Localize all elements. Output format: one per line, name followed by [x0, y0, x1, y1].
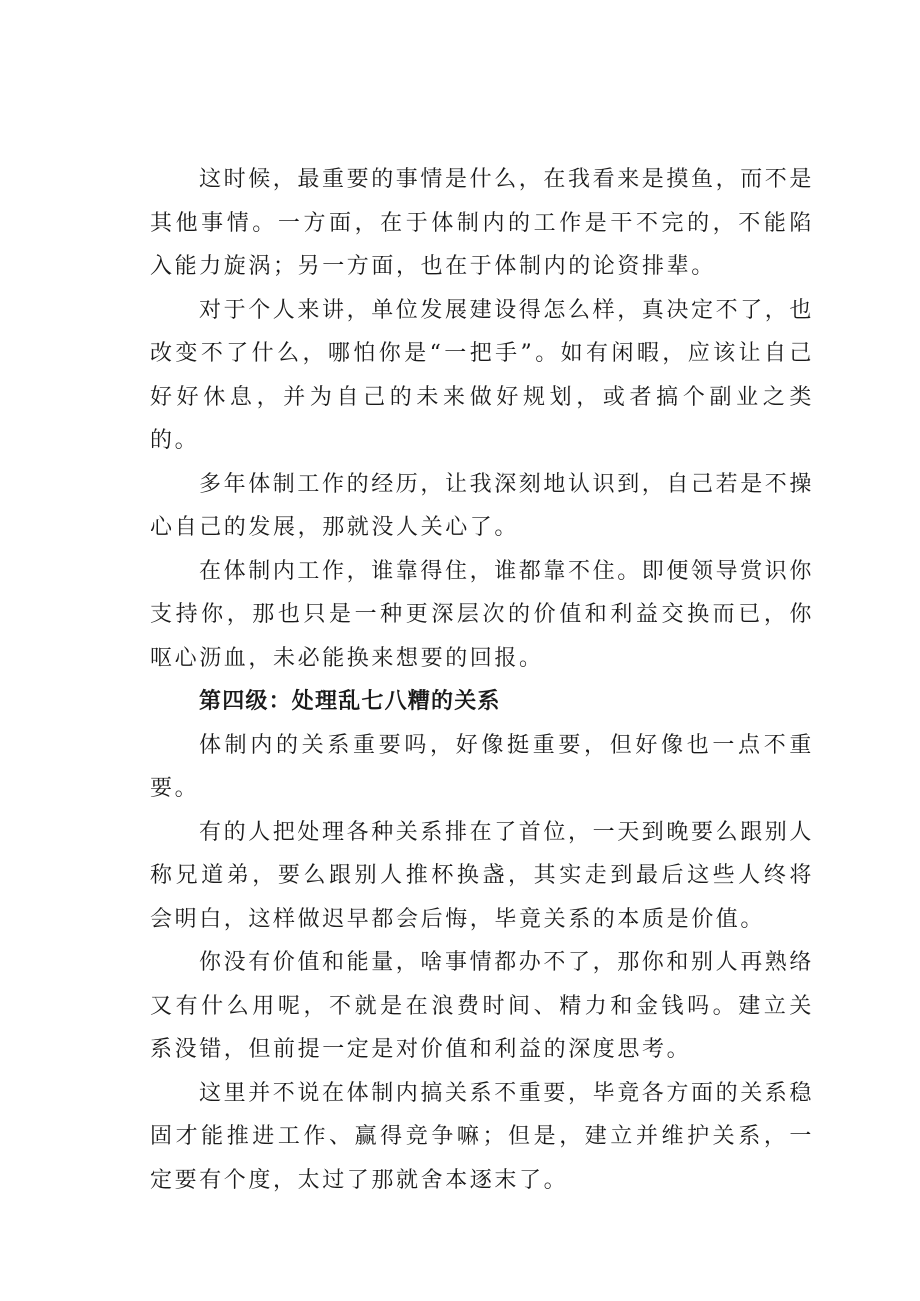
paragraph: 对于个人来讲，单位发展建设得怎么样，真决定不了，也改变不了什么，哪怕你是“一把手”。如有闲暇，应该让自己好好休息，并为自己的未来做好规划，或者搞个副业之类的。	[150, 297, 815, 453]
paragraph: 这时候，最重要的事情是什么，在我看来是摸鱼，而不是其他事情。一方面，在于体制内的工作是干不完的，不能陷入能力旋涡；另一方面，也在于体制内的论资排辈。	[150, 167, 815, 279]
paragraph: 这里并不说在体制内搞关系不重要，毕竟各方面的关系稳固才能推进工作、赢得竞争嘛；但是，建立并维护关系，一定要有个度，太过了那就舍本逐末了。	[150, 1080, 815, 1193]
paragraph: 你没有价值和能量，啥事情都办不了，那你和别人再熟络又有什么用呢，不就是在浪费时间、精力和金钱吗。建立关系没错，但前提一定是对价值和利益的深度思考。	[150, 950, 815, 1062]
paragraph: 在体制内工作，谁靠得住，谁都靠不住。即便领导赏识你支持你，那也只是一种更深层次的价值和利益交换而已，你呕心沥血，未必能换来想要的回报。	[150, 558, 815, 671]
section-heading: 第四级：处理乱七八糟的关系	[199, 689, 501, 714]
paragraph: 有的人把处理各种关系排在了首位，一天到晚要么跟别人称兄道弟，要么跟别人推杯换盏，其实走到最后这些人终将会明白，这样做迟早都会后悔，毕竟关系的本质是价值。	[150, 819, 815, 932]
paragraph: 多年体制工作的经历，让我深刻地认识到，自己若是不操心自己的发展，那就没人关心了。	[150, 471, 815, 540]
document-page	[150, 158, 814, 1202]
paragraph: 体制内的关系重要吗，好像挺重要，但好像也一点不重要。	[150, 732, 814, 801]
